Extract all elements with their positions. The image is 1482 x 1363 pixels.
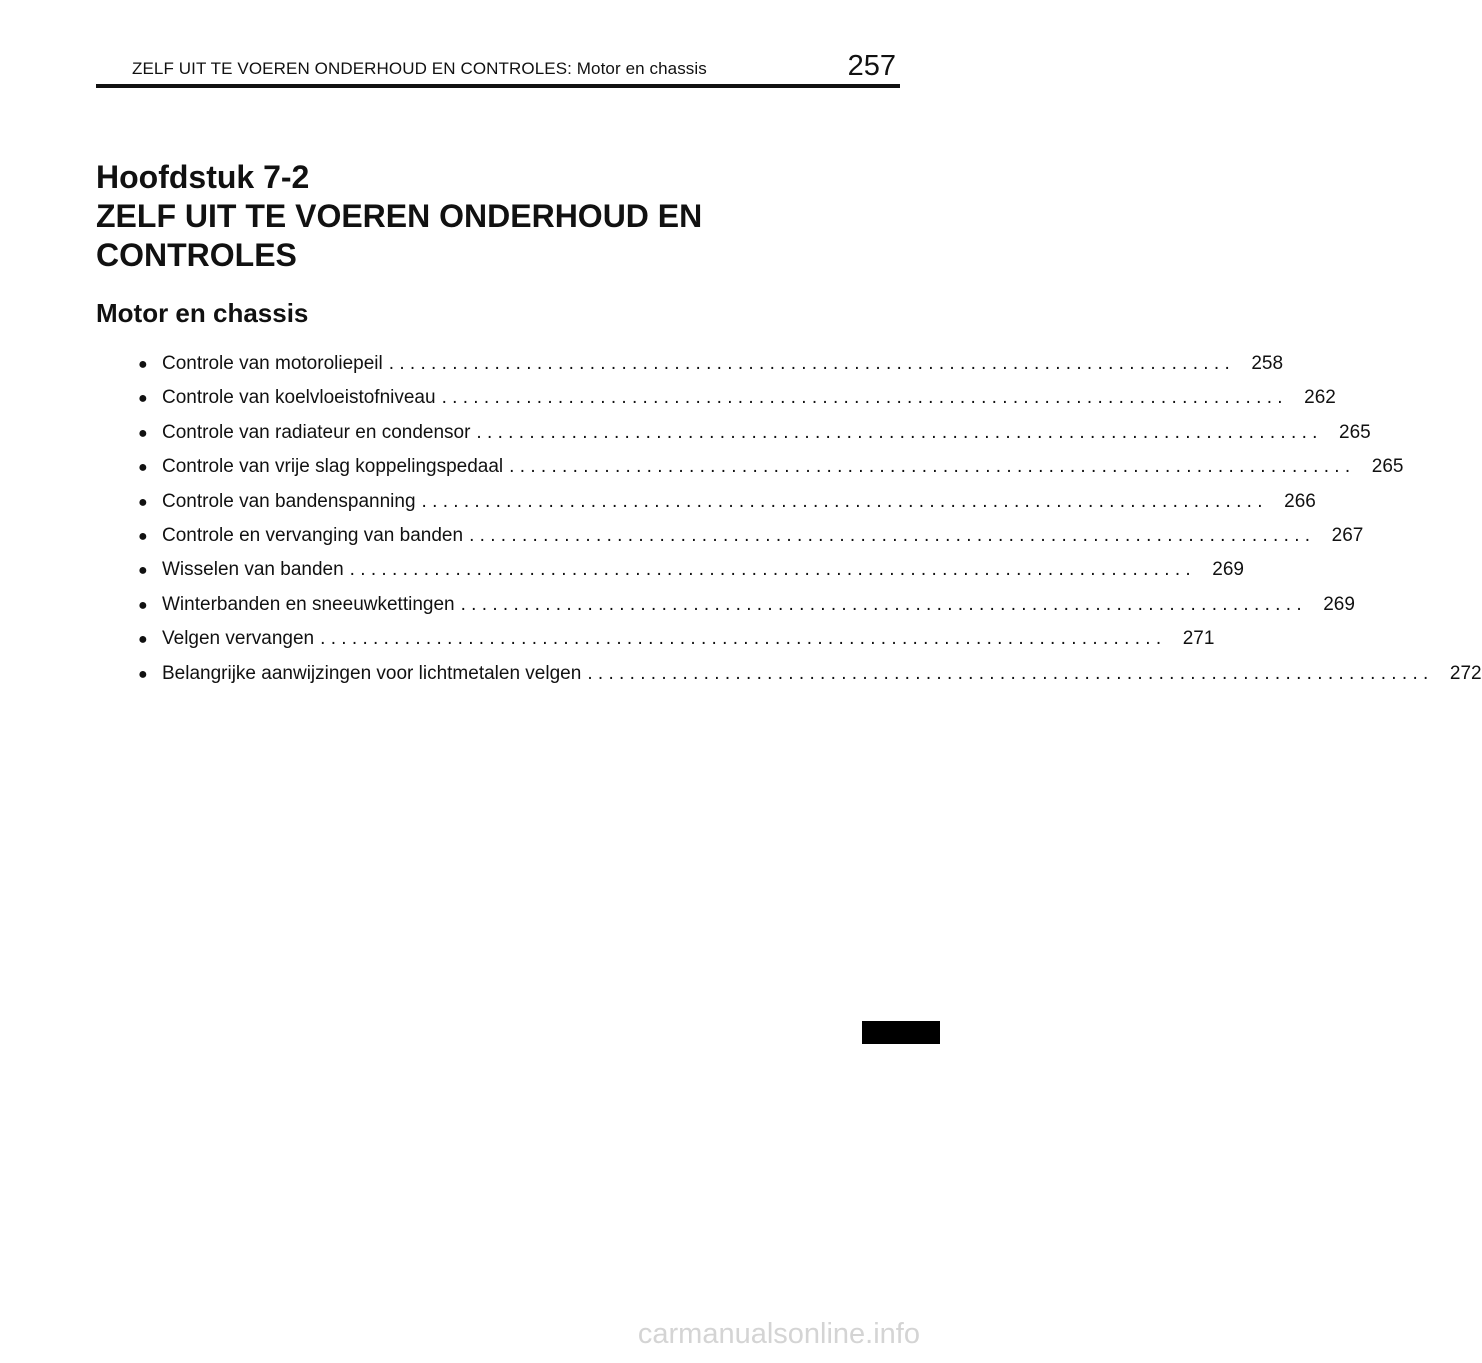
toc-item-page: 266 (1284, 490, 1316, 512)
toc-item-label: Velgen vervangen (162, 628, 315, 650)
toc-item-label: Belangrijke aanwijzingen voor lichtmetalen velgen (162, 662, 582, 684)
dot-leader: ................................................................................ (320, 628, 1167, 650)
toc-item-page: 269 (1212, 559, 1244, 581)
running-header (96, 52, 900, 88)
toc-item-label: Controle van koelvloeistofniveau (162, 387, 436, 409)
dot-leader: ................................................................................ (388, 353, 1236, 374)
toc-item-page: 272 (1449, 662, 1482, 684)
dot-leader: ................................................................................ (460, 593, 1307, 615)
toc-item-label: Controle en vervanging van banden (162, 524, 464, 546)
toc-item[interactable] (138, 421, 1371, 456)
dot-leader: ................................................................................ (587, 662, 1434, 684)
bullet-icon: ● (138, 596, 148, 614)
dot-leader: ................................................................................ (509, 456, 1356, 478)
watermark: carmanualsonline.info (637, 1318, 920, 1350)
toc-item-label: Winterbanden en sneeuwkettingen (162, 593, 455, 615)
toc-item[interactable] (138, 524, 1364, 559)
chapter-heading (96, 158, 856, 275)
toc-item-page: 258 (1251, 353, 1284, 374)
toc-item[interactable] (138, 387, 1336, 421)
running-header-title: ZELF UIT TE VOEREN ONDERHOUD EN CONTROLES: Motor en chassis (132, 59, 707, 78)
toc-item-label: Controle van vrije slag koppelingspedaal (162, 456, 504, 478)
table-of-contents (138, 353, 1482, 697)
dot-leader: ................................................................................ (441, 387, 1288, 409)
bullet-icon: ● (138, 424, 148, 442)
toc-item[interactable] (138, 353, 1284, 387)
page-number: 257 (847, 50, 896, 82)
bullet-icon: ● (138, 527, 148, 545)
toc-item-label: Controle van bandenspanning (162, 490, 416, 512)
toc-item[interactable] (138, 593, 1355, 628)
dot-leader: ................................................................................ (421, 490, 1268, 512)
bullet-icon: ● (138, 562, 148, 580)
bullet-icon: ● (138, 665, 148, 683)
chapter-title-line-2: CONTROLES (96, 237, 297, 273)
toc-item-page: 271 (1182, 628, 1215, 650)
chapter-title-line-1: ZELF UIT TE VOEREN ONDERHOUD EN (96, 198, 703, 234)
dot-leader: ................................................................................ (349, 559, 1196, 581)
toc-item-label: Controle van motoroliepeil (162, 353, 383, 374)
bullet-icon: ● (138, 459, 148, 477)
dot-leader: ................................................................................ (476, 421, 1323, 443)
toc-item-page: 262 (1304, 387, 1336, 409)
dot-leader: ................................................................................ (469, 524, 1316, 546)
toc-item-page: 265 (1371, 456, 1404, 478)
bullet-icon: ● (138, 631, 148, 649)
toc-item-page: 267 (1331, 524, 1364, 546)
bullet-icon: ● (138, 390, 148, 408)
toc-item-label: Controle van radiateur en condensor (162, 421, 471, 443)
bullet-icon: ● (138, 356, 148, 373)
section-title: Motor en chassis (96, 298, 309, 328)
toc-item[interactable] (138, 662, 1482, 697)
toc-item-page: 265 (1339, 421, 1371, 443)
chapter-thumb-tab (862, 1021, 940, 1044)
toc-item-page: 269 (1323, 593, 1355, 615)
toc-item[interactable] (138, 456, 1404, 490)
bullet-icon: ● (138, 493, 148, 511)
toc-item[interactable] (138, 628, 1215, 662)
toc-item[interactable] (138, 559, 1244, 593)
toc-item-label: Wisselen van banden (162, 559, 344, 581)
chapter-number: Hoofdstuk 7-2 (96, 159, 310, 195)
toc-item[interactable] (138, 490, 1316, 525)
